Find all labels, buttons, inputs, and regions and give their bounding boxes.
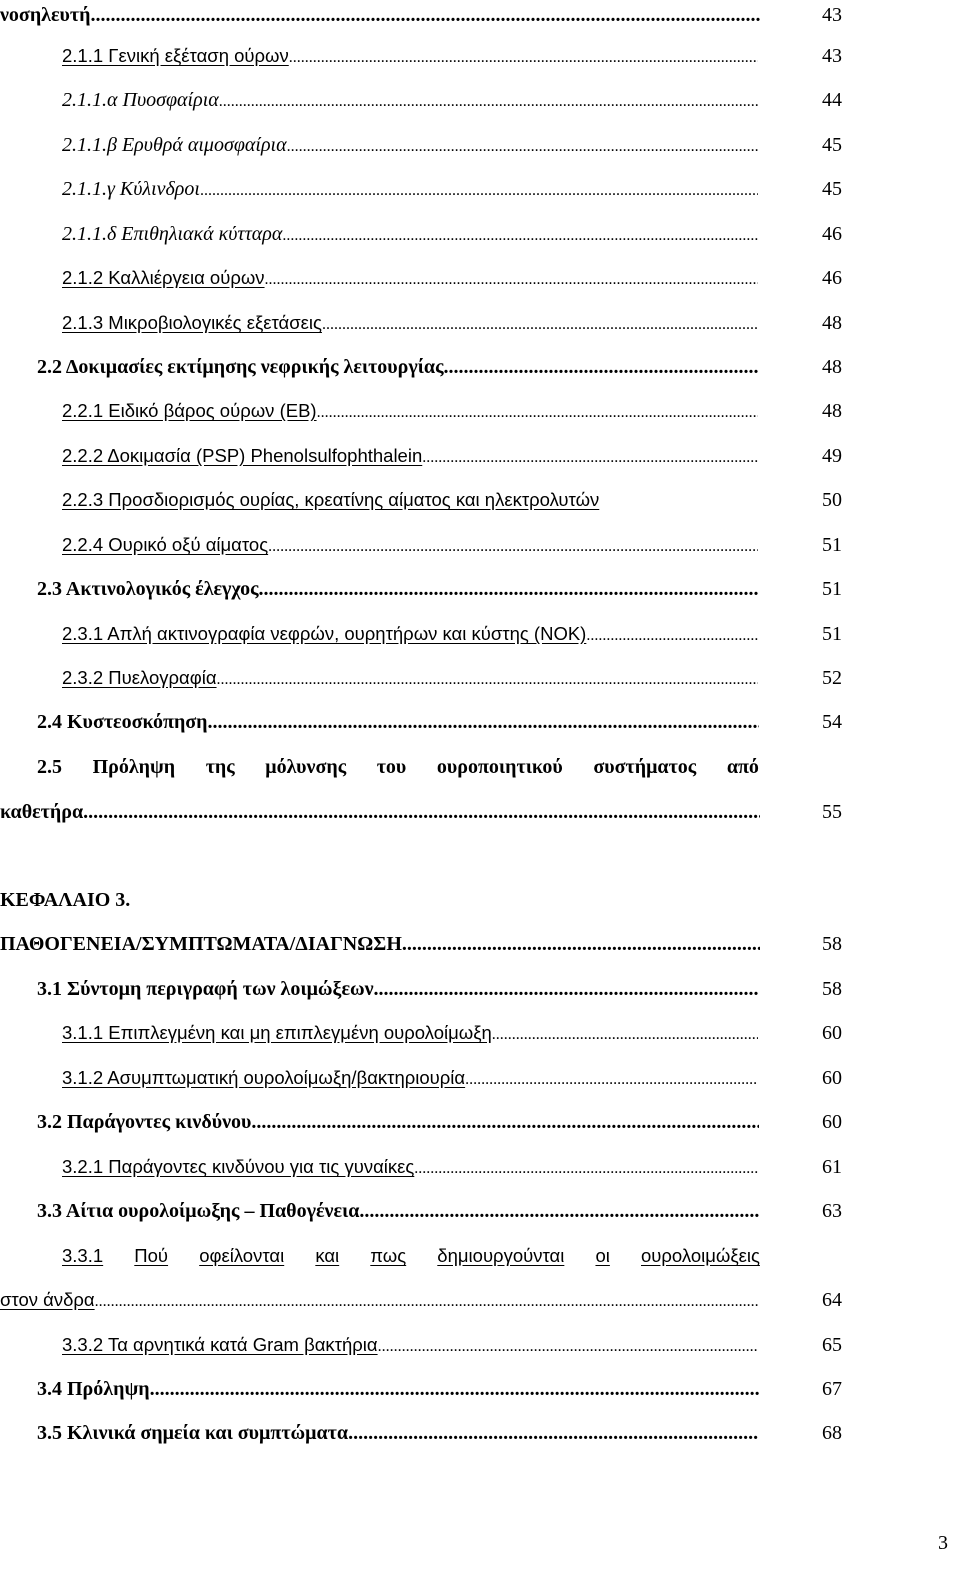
toc-entry-page: 58	[822, 933, 842, 955]
toc-word: συστήματος	[593, 756, 697, 778]
toc-entry-page: 45	[822, 134, 842, 156]
toc-entry[interactable]	[0, 707, 960, 747]
toc-entry[interactable]	[0, 441, 960, 481]
toc-word: ουρολοιμώξεις	[641, 1245, 760, 1266]
toc-entry-page: 48	[822, 312, 842, 334]
toc-entry-title: 3.4 Πρόληψη	[37, 1378, 150, 1400]
toc-entry[interactable]	[0, 1285, 960, 1325]
toc-entry-title: 2.3.2 Πυελογραφία	[62, 667, 217, 688]
toc-entry[interactable]	[0, 929, 960, 969]
toc-entry-page: 51	[822, 623, 842, 645]
toc-entry-page: 58	[822, 978, 842, 1000]
toc-entry[interactable]	[0, 574, 960, 614]
toc-entry-title: 2.2 Δοκιμασίες εκτίμησης νεφρικής λειτουργίας	[37, 356, 444, 378]
toc-entry-title: 2.3 Ακτινολογικός έλεγχος	[37, 578, 259, 600]
toc-entry-page: 63	[822, 1200, 842, 1222]
toc-entry[interactable]	[0, 1063, 960, 1103]
page-number: 3	[938, 1532, 948, 1554]
toc-entry-title: ΠΑΘΟΓΕΝΕΙΑ/ΣΥΜΠΤΩΜΑΤΑ/ΔΙΑΓΝΩΣΗ	[0, 933, 402, 955]
toc-entry-page: 68	[822, 1422, 842, 1444]
toc-entry-title: 2.2.2 Δοκιμασία (PSP) Phenolsulfophthalein	[62, 445, 423, 466]
toc-entry-title: 2.4 Κυστεοσκόπηση	[37, 711, 208, 733]
toc-entry[interactable]	[0, 485, 960, 525]
toc-entry[interactable]	[0, 1418, 960, 1458]
toc-entry-page: 48	[822, 356, 842, 378]
toc-entry-page: 44	[822, 89, 842, 111]
toc-entry[interactable]	[0, 1152, 960, 1192]
toc-entry-page: 60	[822, 1022, 842, 1044]
toc-entry-title: 2.2.3 Προσδιορισμός ουρίας, κρεατίνης αίματος και ηλεκτρολυτών	[62, 489, 600, 510]
toc-word: Πού	[134, 1245, 169, 1266]
toc-word: μόλυνσης	[265, 756, 347, 778]
toc-entry[interactable]	[0, 308, 960, 348]
chapter-heading: ΚΕΦΑΛΑΙΟ 3.	[0, 889, 131, 911]
toc-word: 2.5	[37, 756, 62, 778]
toc-entry[interactable]	[0, 41, 960, 81]
toc-entry-page: 51	[822, 578, 842, 600]
toc-entry[interactable]	[0, 663, 960, 703]
toc-entry-title: νοσηλευτή	[0, 4, 91, 26]
toc-entry-title: 3.1 Σύντομη περιγραφή των λοιμώξεων	[37, 978, 374, 1000]
toc-entry-title: 2.1.1.δ Επιθηλιακά κύτταρα	[62, 223, 283, 245]
toc-word: ουροποιητικού	[436, 756, 563, 778]
toc-entry-title: 2.1.3 Μικροβιολογικές εξετάσεις	[62, 312, 322, 333]
toc-entry[interactable]	[0, 530, 960, 570]
toc-entry-title: 3.3.2 Τα αρνητικά κατά Gram βακτήρια	[62, 1334, 378, 1355]
toc-word: από	[726, 756, 759, 778]
toc-entry[interactable]	[0, 1196, 960, 1236]
toc-word: οι	[595, 1245, 610, 1266]
toc-entry[interactable]	[0, 174, 960, 214]
toc-entry-page: 60	[822, 1111, 842, 1133]
toc-entry-title: 2.1.1 Γενική εξέταση ούρων	[62, 45, 289, 66]
toc-entry-first-line[interactable]	[62, 1241, 760, 1271]
toc-entry-title: 2.3.1 Απλή ακτινογραφία νεφρών, ουρητήρων και κύστης (ΝΟΚ)	[62, 623, 587, 644]
toc-entry[interactable]	[0, 263, 960, 303]
toc-entry-page: 43	[822, 45, 842, 67]
toc-entry-title: 3.2.1 Παράγοντες κινδύνου για τις γυναίκες	[62, 1156, 415, 1177]
toc-entry-page: 54	[822, 711, 842, 733]
toc-entry-page: 51	[822, 534, 842, 556]
toc-entry-title: 3.3 Αίτια ουρολοίμωξης – Παθογένεια	[37, 1200, 360, 1222]
toc-entry-page: 64	[822, 1289, 842, 1311]
toc-entry-page: 46	[822, 223, 842, 245]
toc-entry-page: 55	[822, 801, 842, 823]
toc-word: της	[205, 756, 235, 778]
toc-word: και	[315, 1245, 340, 1266]
toc-word: Πρόληψη	[92, 756, 176, 778]
toc-entry[interactable]	[0, 974, 960, 1014]
toc-entry-title: 3.2 Παράγοντες κινδύνου	[37, 1111, 252, 1133]
toc-entry[interactable]	[0, 219, 960, 259]
toc-entry[interactable]	[0, 0, 960, 40]
toc-entry-title: 3.5 Κλινικά σημεία και συμπτώματα	[37, 1422, 349, 1444]
toc-entry-page: 52	[822, 667, 842, 689]
toc-entry-title: 2.1.2 Καλλιέργεια ούρων	[62, 267, 265, 288]
toc-entry[interactable]	[0, 797, 960, 837]
toc-entry[interactable]	[0, 1374, 960, 1414]
toc-entry-page: 60	[822, 1067, 842, 1089]
toc-entry[interactable]	[0, 130, 960, 170]
toc-entry[interactable]	[0, 352, 960, 392]
toc-entry-title: 2.1.1.γ Κύλινδροι	[62, 178, 200, 200]
toc-entry-title: 2.1.1.β Ερυθρά αιμοσφαίρια	[62, 134, 287, 156]
toc-entry-title: 2.2.1 Ειδικό βάρος ούρων (ΕΒ)	[62, 400, 317, 421]
toc-entry[interactable]	[0, 396, 960, 436]
toc-entry-first-line[interactable]	[37, 752, 759, 782]
toc-entry-title: 3.1.1 Επιπλεγμένη και μη επιπλεγμένη ουρολοίμωξη	[62, 1022, 492, 1043]
toc-word: του	[376, 756, 407, 778]
toc-entry-page: 49	[822, 445, 842, 467]
toc-entry-page: 45	[822, 178, 842, 200]
toc-entry-page: 65	[822, 1334, 842, 1356]
toc-entry-title: 2.1.1.α Πυοσφαίρια	[62, 89, 219, 111]
toc-word: οφείλονται	[199, 1245, 285, 1266]
toc-entry[interactable]	[0, 1107, 960, 1147]
toc-entry-page: 67	[822, 1378, 842, 1400]
toc-entry-page: 46	[822, 267, 842, 289]
toc-word: πως	[370, 1245, 407, 1266]
toc-entry[interactable]	[0, 85, 960, 125]
toc-word: 3.3.1	[62, 1245, 104, 1266]
toc-entry-page: 48	[822, 400, 842, 422]
toc-entry-page: 43	[822, 4, 842, 26]
toc-entry-page: 50	[822, 489, 842, 511]
toc-entry-title: 3.1.2 Ασυμπτωματική ουρολοίμωξη/βακτηριουρία	[62, 1067, 466, 1088]
toc-entry-page: 61	[822, 1156, 842, 1178]
toc-entry[interactable]	[0, 619, 960, 659]
toc-entry[interactable]	[0, 1330, 960, 1370]
toc-entry[interactable]	[0, 1018, 960, 1058]
toc-entry-title: 2.2.4 Ουρικό οξύ αίματος	[62, 534, 269, 555]
toc-entry-title: καθετήρα	[0, 801, 84, 823]
toc-entry-title: στον άνδρα	[0, 1289, 95, 1310]
toc-word: δημιουργούνται	[437, 1245, 565, 1266]
